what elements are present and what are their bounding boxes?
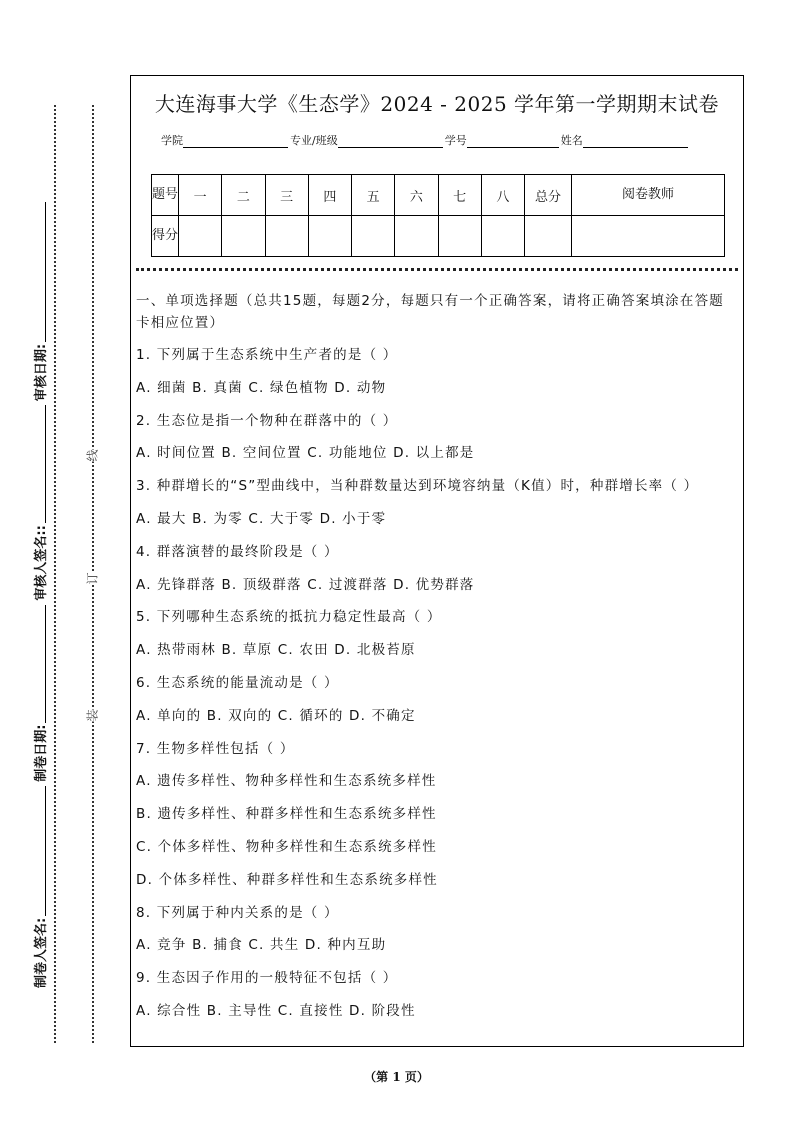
question-option: C. 个体多样性、物种多样性和生态系统多样性 xyxy=(136,839,437,855)
score-cell[interactable] xyxy=(308,216,351,257)
question-option: A. 单向的 B. 双向的 C. 循环的 D. 不确定 xyxy=(136,707,416,724)
reviewer-signature-label: 审核人签名:: xyxy=(34,525,49,601)
question-stem: 1. 下列属于生态系统中生产者的是（ ） xyxy=(136,347,398,363)
question-option: D. 个体多样性、种群多样性和生态系统多样性 xyxy=(136,871,438,888)
reviewer-signature-line[interactable] xyxy=(31,405,46,523)
column-header: 四 xyxy=(308,175,351,216)
column-header: 七 xyxy=(438,175,481,216)
question-option: A. 先锋群落 B. 顶级群落 C. 过渡群落 D. 优势群落 xyxy=(136,576,475,593)
question-option: A. 最大 B. 为零 C. 大于零 D. 小于零 xyxy=(136,511,387,527)
score-cell[interactable] xyxy=(179,216,222,257)
college-label: 学院 xyxy=(161,134,183,147)
exam-title: 大连海事大学《生态学》2024 - 2025 学年第一学期期末试卷 xyxy=(154,92,720,116)
student-info xyxy=(161,132,690,148)
column-header: 八 xyxy=(481,175,524,216)
major-class-field[interactable] xyxy=(338,135,443,148)
column-header: 六 xyxy=(395,175,438,216)
college-field[interactable] xyxy=(183,135,288,148)
maker-signature-line[interactable] xyxy=(31,786,46,916)
column-header: 阅卷教师 xyxy=(572,175,725,216)
name-field[interactable] xyxy=(583,135,688,148)
question-stem: 2. 生态位是指一个物种在群落中的（ ） xyxy=(136,412,398,429)
column-header: 一 xyxy=(179,175,222,216)
question-stem: 7. 生物多样性包括（ ） xyxy=(136,740,295,757)
margin-signature-fields xyxy=(27,86,49,1046)
question-option: A. 时间位置 B. 空间位置 C. 功能地位 D. 以上都是 xyxy=(136,445,475,462)
column-header: 二 xyxy=(222,175,265,216)
question-option: A. 综合性 B. 主导性 C. 直接性 D. 阶段性 xyxy=(136,1003,416,1019)
maker-date-label: 制卷日期: xyxy=(34,724,49,782)
student-id-field[interactable] xyxy=(467,135,559,148)
score-cell[interactable] xyxy=(572,216,725,257)
exam-page xyxy=(130,75,744,1047)
maker-date-line[interactable] xyxy=(31,605,46,723)
major-class-label: 专业/班级 xyxy=(290,134,338,147)
question-option: A. 竞争 B. 捕食 C. 共生 D. 种内互助 xyxy=(136,937,387,954)
column-header: 总分 xyxy=(525,175,572,216)
name-label: 姓名 xyxy=(560,134,583,147)
score-cell[interactable] xyxy=(525,216,572,257)
column-header: 五 xyxy=(352,175,395,216)
question-stem: 3. 种群增长的“S”型曲线中，当种群数量达到环境容纳量（K值）时，种群增长率（ ） xyxy=(136,478,699,495)
maker-signature-label: 制卷人签名: xyxy=(34,917,49,988)
binding-char: 订 xyxy=(85,572,100,585)
student-id-label: 学号 xyxy=(444,134,467,147)
score-cell[interactable] xyxy=(265,216,308,257)
score-cell[interactable] xyxy=(222,216,265,257)
page-number: （第 1 页） xyxy=(364,1070,429,1084)
score-cell[interactable] xyxy=(438,216,481,257)
score-cell[interactable] xyxy=(481,216,524,257)
score-cell[interactable] xyxy=(395,216,438,257)
column-header: 三 xyxy=(265,175,308,216)
row-label-question-number: 题号 xyxy=(152,175,179,216)
score-table xyxy=(151,174,725,257)
question-stem: 5. 下列哪种生态系统的抵抗力稳定性最高（ ） xyxy=(136,609,442,626)
row-label-score: 得分 xyxy=(152,216,179,257)
score-cell[interactable] xyxy=(352,216,395,257)
question-stem: 8. 下列属于种内关系的是（ ） xyxy=(136,904,339,921)
question-stem: 6. 生态系统的能量流动是（ ） xyxy=(136,675,339,691)
question-stem: 4. 群落演替的最终阶段是（ ） xyxy=(136,543,339,560)
binding-char: 线 xyxy=(85,449,100,462)
question-option: B. 遗传多样性、种群多样性和生态系统多样性 xyxy=(136,806,437,823)
question-stem: 9. 生态因子作用的一般特征不包括（ ） xyxy=(136,970,398,987)
question-option: A. 细菌 B. 真菌 C. 绿色植物 D. 动物 xyxy=(136,379,387,396)
review-date-line[interactable] xyxy=(31,202,46,342)
question-option: A. 遗传多样性、物种多样性和生态系统多样性 xyxy=(136,773,437,790)
section-heading: 一、单项选择题（总共15题，每题2分，每题只有一个正确答案，请将正确答案填涂在答题卡相应位置） xyxy=(136,293,724,331)
binding-char: 装 xyxy=(85,709,100,722)
dotted-separator xyxy=(136,268,738,271)
question-option: A. 热带雨林 B. 草原 C. 农田 D. 北极苔原 xyxy=(136,642,416,659)
binding-dotted-line-outer xyxy=(54,105,56,1043)
review-date-label: 审核日期: xyxy=(34,343,49,402)
